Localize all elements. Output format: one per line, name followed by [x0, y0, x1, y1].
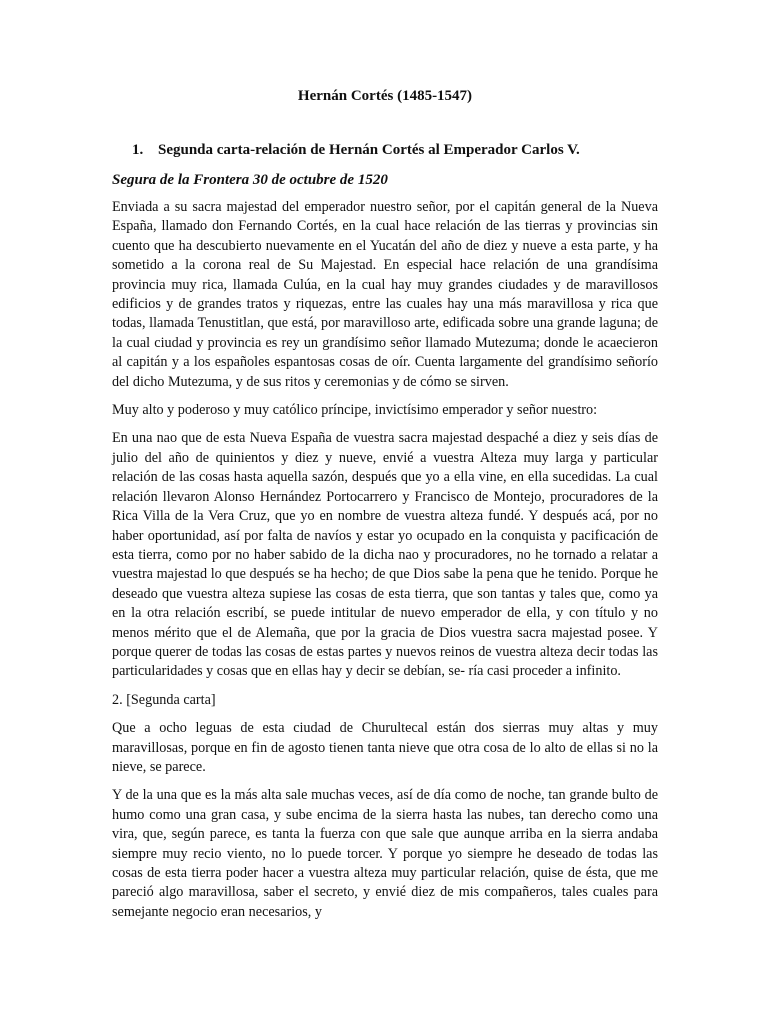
- paragraph: En una nao que de esta Nueva España de vuestra sacra majestad despaché a diez y seis días de julio del año de quinientos y diez y nueve, envié a vuestra Alteza muy larga y particular relación de las cosas hasta aquella sazón, después que yo a ella vine, en ella sucedidas. La cual relación llevaron Alonso Hernández Portocarrero y Francisco de Montejo, procuradores de la Rica Villa de la Vera Cruz, que yo en nombre de vuestra alteza fundé. Y después acá, por no haber oportunidad, así por falta de navíos y estar yo ocupado en la conquista y pacificación de esta tierra, como por no haber sabido de la dicha nao y procuradores, no he tornado a relatar a vuestra majestad lo que después se ha hecho; de que Dios sabe la pena que he tenido. Porque he deseado que vuestra alteza supiese las cosas de esta tierra, que son tantas y tales que, como ya en la otra relación escribí, se puede intitular de nuevo emperador de ella, y con título y no menos mérito que el de Alemaña, que por la gracia de Dios vuestra sacra majestad posee. Y porque querer de todas las cosas de estas partes y nuevos reinos de vuestra alteza decir todas las particularidades y cosas que en ellas hay y decir se debían, se- ría casi proceder a infinito.: [112, 430, 658, 680]
- section-heading: [132, 140, 658, 160]
- document-title: Hernán Cortés (1485-1547): [297, 88, 473, 104]
- section-heading-text: Segunda carta-relación de Hernán Cortés al Emperador Carlos V.: [158, 142, 580, 158]
- paragraph: Enviada a su sacra majestad del emperador nuestro señor, por el capitán general de la Nueva España, llamado don Fernando Cortés, en la cual hace relación de las tierras y provincias sin cuento que ha descubierto nuevamente en el Yucatán del año de diez y nueve a esta parte, y ha sometido a la corona real de Su Majestad. En especial hace relación de una grandísima provincia muy rica, llamada Culúa, en la cual hay muy grandes ciudades y de maravillosos edificios y de grandes tratos y riquezas, entre las cuales hay una más maravillosa y rica que todas, llamada Tenustitlan, que está, por maravilloso arte, edificada sobre una grande laguna; de la cual ciudad y provincia es rey un grandísimo señor llamado Mutezuma; donde le acaecieron al capitán y a los españoles espantosas cosas de oír. Cuenta largamente del grandísimo señorío del dicho Mutezuma, y de sus ritos y ceremonias y de cómo se sirven.: [112, 199, 658, 390]
- paragraph: Y de la una que es la más alta sale muchas veces, así de día como de noche, tan grande bulto de humo como una gran casa, y sube encima de la sierra hasta las nubes, tan derecho como una vira, que, según parece, es tanta la fuerza con que sale que aunque arriba en la sierra andaba siempre muy recio viento, no lo puede torcer. Y porque yo siempre he deseado de todas las cosas de esta tierra poder hacer a vuestra alteza muy particular relación, quise de ésta, que me pareció algo maravillosa, saber el secreto, y envié diez de mis compañeros, tales cuales para semejante negocio eran necesarios, y: [112, 787, 658, 920]
- paragraph: Muy alto y poderoso y muy católico príncipe, invictísimo emperador y señor nuestro:: [112, 402, 598, 419]
- document-page: [112, 86, 658, 931]
- place-date-subheading: Segura de la Frontera 30 de octubre de 1520: [112, 172, 388, 188]
- section-number: 1.: [132, 142, 144, 158]
- paragraph: Que a ocho leguas de esta ciudad de Churultecal están dos sierras muy altas y muy maravillosas, porque en fin de agosto tienen tanta nieve que otra cosa de lo alto de ellas si no la nieve, se parece.: [112, 720, 658, 775]
- section-label: 2. [Segunda carta]: [112, 691, 216, 708]
